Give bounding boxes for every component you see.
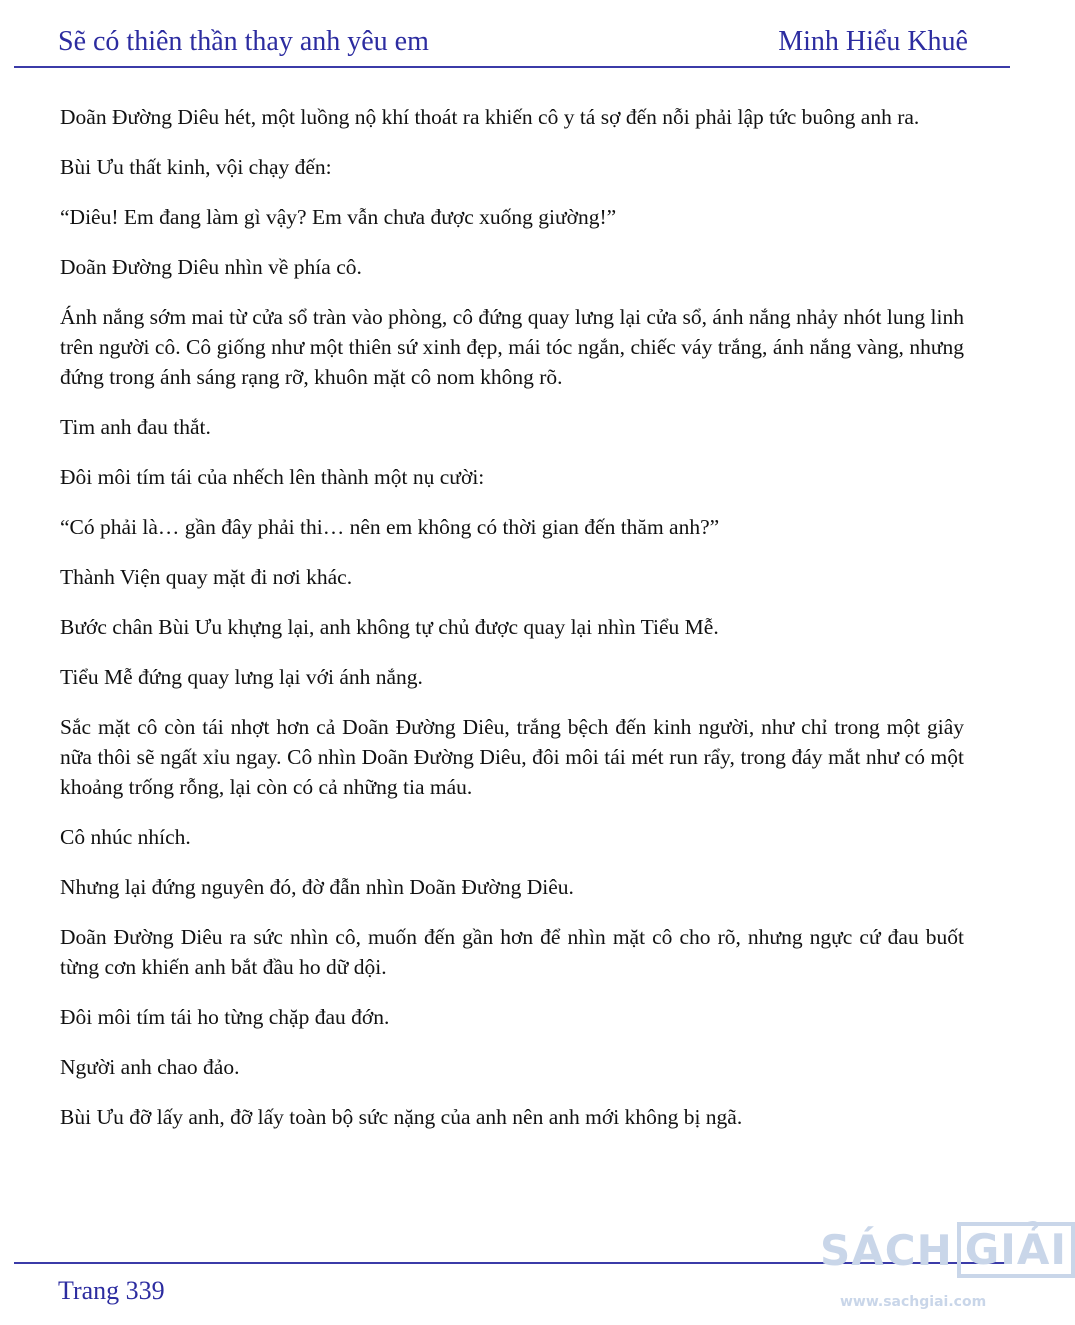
watermark-brand-boxed: GIẢI	[957, 1222, 1075, 1278]
paragraph: “Có phải là… gần đây phải thi… nên em không có thời gian đến thăm anh?”	[60, 515, 720, 539]
paragraph: “Diêu! Em đang làm gì vậy? Em vẫn chưa được xuống giường!”	[60, 205, 617, 229]
paragraph: Đôi môi tím tái của nhếch lên thành một nụ cười:	[60, 465, 485, 489]
book-title: Sẽ có thiên thần thay anh yêu em	[58, 26, 429, 57]
page-body	[60, 102, 964, 1152]
paragraph: Ánh nắng sớm mai từ cửa sổ tràn vào phòng, cô đứng quay lưng lại cửa sổ, ánh nắng nhảy nhót lung linh trên người cô. Cô giống như một thiên sứ xinh đẹp, mái tóc ngắn, chiếc váy trắng, ánh nắng vàng, nhưng đứng trong ánh sáng rạng rỡ, khuôn mặt cô nom không rõ.	[60, 305, 964, 389]
watermark-brand-left: SÁCH	[820, 1225, 953, 1275]
paragraph: Cô nhúc nhích.	[60, 825, 191, 849]
page-number: Trang 339	[58, 1276, 165, 1305]
paragraph: Tim anh đau thắt.	[60, 415, 211, 439]
paragraph: Thành Viện quay mặt đi nơi khác.	[60, 565, 353, 589]
paragraph: Sắc mặt cô còn tái nhợt hơn cả Doãn Đường Diêu, trắng bệch đến kinh người, như chỉ trong một giây nữa thôi sẽ ngất xỉu ngay. Cô nhìn Doãn Đường Diêu, đôi môi tái mét run rẩy, trong đáy mắt như có một khoảng trống rỗng, lại còn có cả những tia máu.	[60, 715, 964, 799]
paragraph: Nhưng lại đứng nguyên đó, đờ đẫn nhìn Doãn Đường Diêu.	[60, 875, 574, 899]
watermark-url: www.sachgiai.com	[840, 1294, 987, 1310]
paragraph: Người anh chao đảo.	[60, 1055, 240, 1079]
paragraph: Bùi Ưu đỡ lấy anh, đỡ lấy toàn bộ sức nặng của anh nên anh mới không bị ngã.	[60, 1105, 743, 1129]
paragraph: Doãn Đường Diêu ra sức nhìn cô, muốn đến gần hơn để nhìn mặt cô cho rõ, nhưng ngực cứ đau buốt từng cơn khiến anh bắt đầu ho dữ dội.	[60, 925, 964, 979]
watermark-logo	[818, 1208, 1067, 1320]
paragraph: Bùi Ưu thất kinh, vội chạy đến:	[60, 155, 332, 179]
paragraph: Doãn Đường Diêu nhìn về phía cô.	[60, 255, 362, 279]
paragraph: Doãn Đường Diêu hét, một luồng nộ khí thoát ra khiến cô y tá sợ đến nỗi phải lập tức buông anh ra.	[60, 105, 920, 129]
watermark-brand	[820, 1220, 1075, 1280]
author-name: Minh Hiểu Khuê	[778, 26, 968, 57]
paragraph: Đôi môi tím tái ho từng chặp đau đớn.	[60, 1005, 390, 1029]
paragraph: Bước chân Bùi Ưu khựng lại, anh không tự chủ được quay lại nhìn Tiểu Mễ.	[60, 615, 719, 639]
page-header	[14, 0, 1010, 68]
paragraph: Tiểu Mễ đứng quay lưng lại với ánh nắng.	[60, 665, 423, 689]
